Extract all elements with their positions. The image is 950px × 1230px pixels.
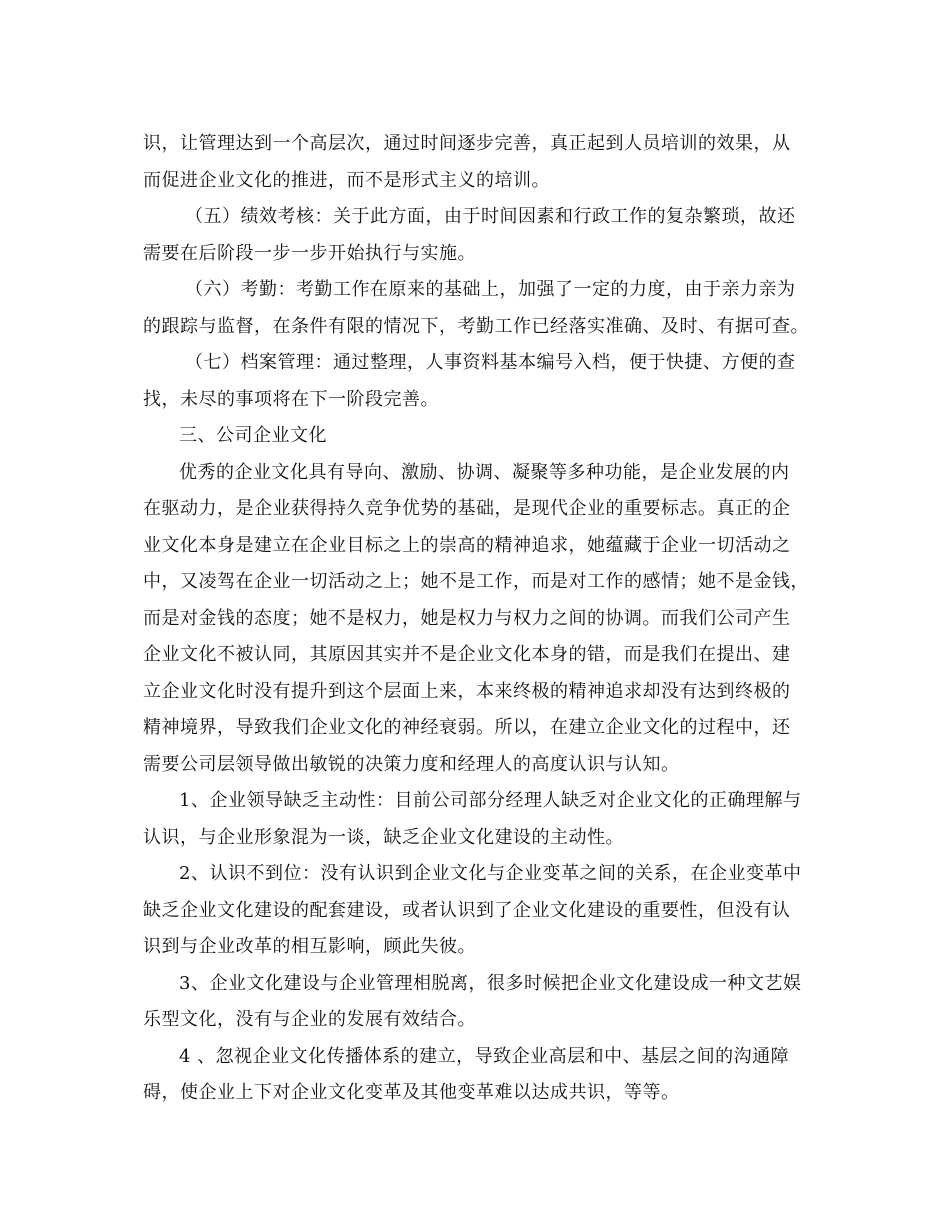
section-heading: 三、公司企业文化: [179, 425, 327, 446]
text-line: 乐型文化，没有与企业的发展有效结合。: [143, 1009, 476, 1030]
text-line: （六）考勤：考勤工作在原来的基础上，加强了一定的力度，由于亲力亲为: [185, 279, 796, 300]
text-line: 认识，与企业形象混为一谈，缺乏企业文化建设的主动性。: [143, 826, 624, 848]
text-line: 立企业文化时没有提升到这个层面上来，本来终极的精神追求却没有达到终极的: [143, 680, 791, 702]
text-line: 缺乏企业文化建设的配套建设，或者认识到了企业文化建设的重要性，但没有认: [143, 899, 791, 921]
text-line: 企业文化不被认同，其原因其实并不是企业文化本身的错，而是我们在提出、建: [143, 644, 791, 665]
text-line: 业文化本身是建立在企业目标之上的崇高的精神追求，她蕴藏于企业一切活动之: [143, 534, 791, 556]
text-line: 需要公司层领导做出敏锐的决策力度和经理人的高度认识与认知。: [143, 753, 680, 775]
text-line: 中，又凌驾在企业一切活动之上；她不是工作，而是对工作的感情；她不是金钱，: [143, 571, 809, 592]
text-line: （七）档案管理：通过整理，人事资料基本编号入档，便于快捷、方便的查: [185, 352, 796, 373]
text-line: 精神境界，导致我们企业文化的神经衰弱。所以，在建立企业文化的过程中，还: [143, 717, 791, 738]
text-line: 找，未尽的事项将在下一阶段完善。: [143, 388, 439, 410]
text-line: 在驱动力，是企业获得持久竞争优势的基础，是现代企业的重要标志。真正的企: [143, 498, 791, 519]
text-line: 1、企业领导缺乏主动性：目前公司部分经理人缺乏对企业文化的正确理解与: [179, 790, 802, 811]
text-line: 2、认识不到位：没有认识到企业文化与企业变革之间的关系，在企业变革中: [179, 863, 802, 884]
document-body: [143, 126, 807, 1112]
text-line: 识，让管理达到一个高层次，通过时间逐步完善，真正起到人员培训的效果，从: [143, 133, 791, 154]
text-line: 而促进企业文化的推进，而不是形式主义的培训。: [143, 169, 550, 191]
text-line: 碍，使企业上下对企业文化变革及其他变革难以达成共识，等等。: [143, 1082, 680, 1103]
text-line: 而是对金钱的态度；她不是权力，她是权力与权力之间的协调。而我们公司产生: [143, 607, 791, 629]
text-line: 识到与企业改革的相互影响，顾此失彼。: [143, 936, 476, 957]
text-line: 优秀的企业文化具有导向、激励、协调、凝聚等多种功能，是企业发展的内: [179, 461, 790, 483]
text-line: 3、企业文化建设与企业管理相脱离，很多时候把企业文化建设成一种文艺娱: [179, 972, 802, 994]
text-line: 的跟踪与监督，在条件有限的情况下，考勤工作已经落实准确、及时、有据可查。: [143, 315, 809, 337]
text-line: 需要在后阶段一步一步开始执行与实施。: [143, 242, 476, 264]
text-line: 4 、忽视企业文化传播体系的建立，导致企业高层和中、基层之间的沟通障: [179, 1045, 790, 1067]
text-line: （五）绩效考核：关于此方面，由于时间因素和行政工作的复杂繁琐，故还: [185, 206, 796, 227]
